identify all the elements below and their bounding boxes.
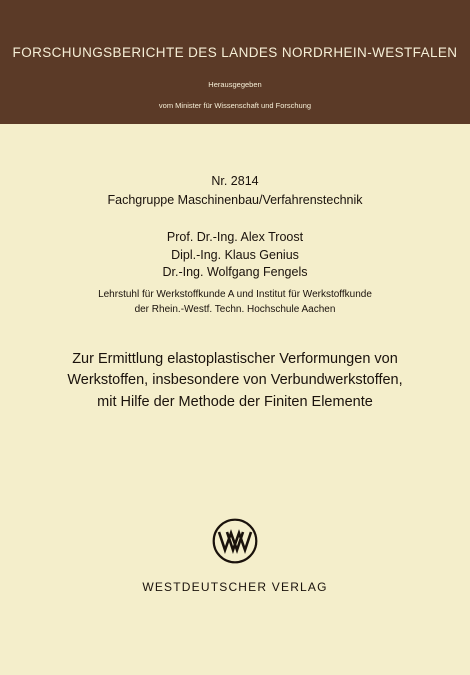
subject-group: Fachgruppe Maschinenbau/Verfahrenstechnik (107, 193, 363, 207)
publisher-name: WESTDEUTSCHER VERLAG (142, 580, 328, 594)
institution-line-2: der Rhein.-Westf. Techn. Hochschule Aachen (134, 304, 336, 315)
author-1: Prof. Dr.-Ing. Alex Troost (166, 230, 304, 244)
report-title-line-2: Werkstoffen, insbesondere von Verbundwerkstoffen, (67, 372, 403, 388)
series-header-band (0, 0, 470, 124)
report-number: Nr. 2814 (211, 174, 259, 188)
report-title-line-3: mit Hilfe der Methode der Finiten Elemente (97, 394, 373, 410)
editor-label: Herausgegeben (208, 80, 262, 89)
ministry-label: vom Minister für Wissenschaft und Forschung (158, 101, 312, 110)
author-2: Dipl.-Ing. Klaus Genius (171, 248, 299, 262)
series-title: FORSCHUNGSBERICHTE DES LANDES NORDRHEIN-WESTFALEN (12, 45, 458, 60)
author-3: Dr.-Ing. Wolfgang Fengels (162, 265, 308, 279)
wv-logo-icon (212, 518, 258, 564)
institution-line-1: Lehrstuhl für Werkstoffkunde A und Institut für Werkstoffkunde (98, 289, 372, 300)
report-title-line-1: Zur Ermittlung elastoplastischer Verformungen von (72, 351, 398, 367)
